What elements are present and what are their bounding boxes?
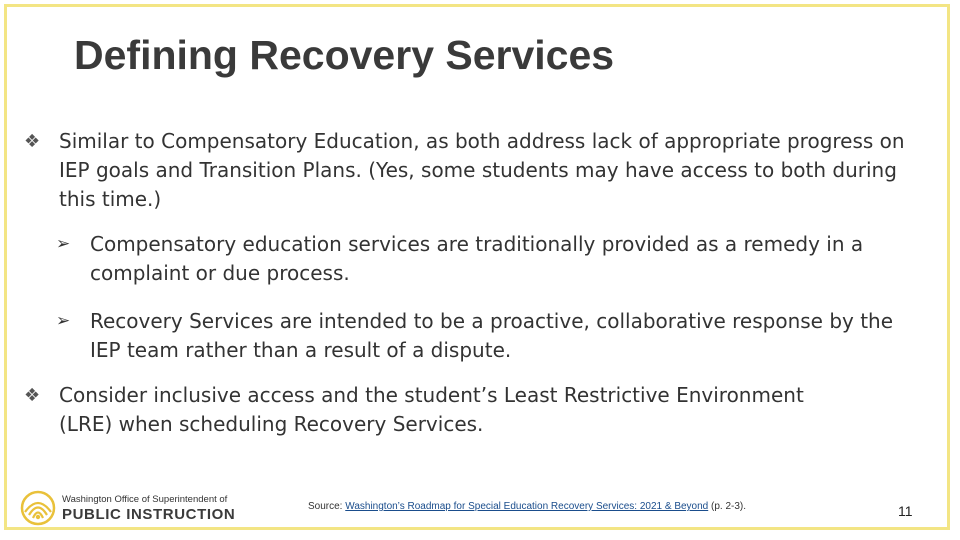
logo-org-line: Washington Office of Superintendent of bbox=[62, 494, 228, 505]
source-link[interactable]: Washington’s Roadmap for Special Education Recovery Services: 2021 & Beyond bbox=[345, 501, 709, 512]
page-number: 11 bbox=[898, 503, 913, 519]
diamond-bullet-icon: ❖ bbox=[24, 131, 41, 152]
bullet-text: Similar to Compensatory Education, as both address lack of appropriate progress on IEP goals and Transition Plans. (Yes, some students may have access to both during this time.) bbox=[59, 129, 905, 211]
slide-title: Defining Recovery Services bbox=[74, 32, 615, 78]
source-label: Source: bbox=[308, 501, 346, 512]
ospi-logo bbox=[20, 490, 250, 530]
bullet-text: Consider inclusive access and the student’s Least Restrictive Environment (LRE) when scheduling Recovery Services. bbox=[59, 383, 804, 436]
logo-org-name: PUBLIC INSTRUCTION bbox=[62, 506, 236, 523]
source-suffix: (p. 2-3). bbox=[708, 501, 747, 512]
sub-bullet-text: Recovery Services are intended to be a proactive, collaborative response by the IEP team rather than a result of a dispute. bbox=[90, 309, 894, 362]
source-citation bbox=[308, 501, 746, 512]
sub-bullet-text: Compensatory education services are traditionally provided as a remedy in a complaint or due process. bbox=[90, 232, 864, 285]
arrow-bullet-icon: ➢ bbox=[56, 234, 71, 254]
arrow-bullet-icon: ➢ bbox=[56, 311, 71, 331]
ospi-emblem-icon bbox=[20, 490, 56, 526]
diamond-bullet-icon: ❖ bbox=[24, 385, 41, 406]
